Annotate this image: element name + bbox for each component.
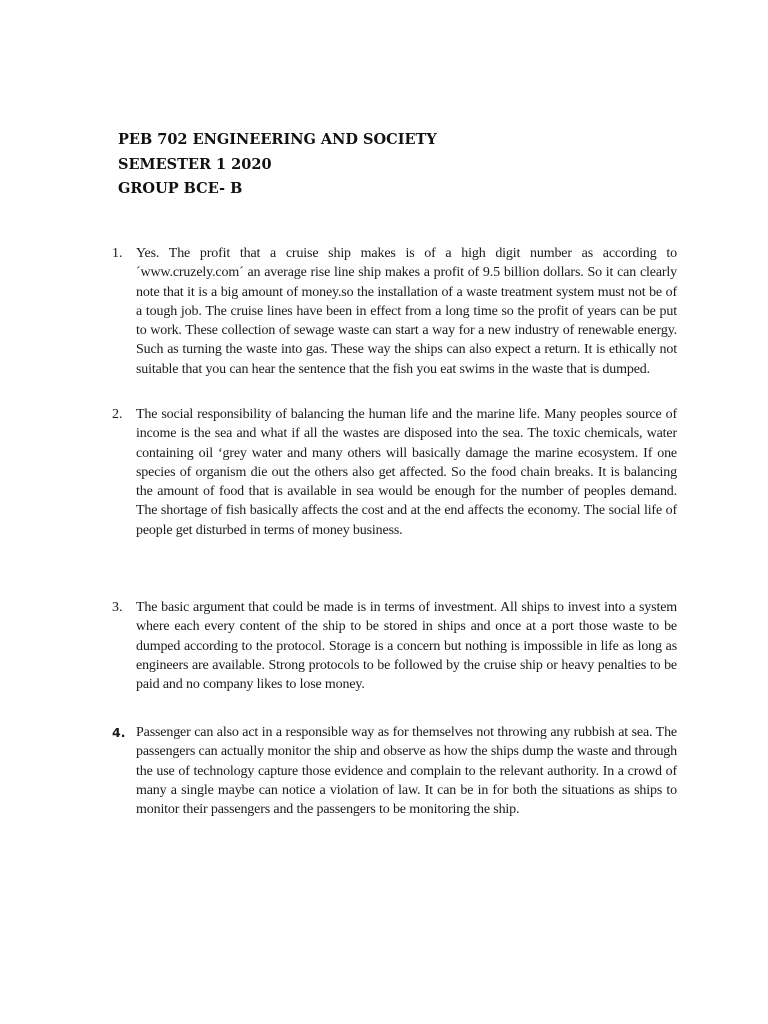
item-number: 3. [112,600,123,615]
item-text: Yes. The profit that a cruise ship makes is of a high digit number as according to ´www.cruzely.com´ an average rise line ship makes a profit of 9.5 billion dollars. So it can clearly note that it is a big amount of money.so the installation of a waste treatment system must not be of a tough job. The cruise lines have been in effect from a long time so the profit of years can be put to work. These collection of sewage waste can start a way for a new industry of renewable energy. Such as turning the waste into gas. These way the ships can also expect a return. It is ethically not suitable that you can hear the sentence that the fish you eat swims in the waste that is dumped. [136,246,677,377]
answer-item-3 [112,598,677,694]
item-number: 2. [112,407,123,422]
item-number: 1. [112,246,123,261]
answer-item-4 [112,723,677,819]
document-header [118,128,437,202]
item-text: The basic argument that could be made is in terms of investment. All ships to invest into a system where each every content of the ship to be stored in ships and once at a port those waste to be dumped according to the protocol. Storage is a concern but nothing is impossible in life as long as engineers are available. Strong protocols to be followed by the cruise ship or heavy penalties to be paid and no company likes to lose money. [136,600,677,693]
answer-item-1 [112,244,677,379]
semester-label: SEMESTER 1 2020 [118,155,272,173]
item-number: 4. [112,725,126,740]
item-text: The social responsibility of balancing the human life and the marine life. Many peoples source of income is the sea and what if all the wastes are disposed into the sea. The toxic chemicals, water containing oil ‘grey water and many others will basically damage the marine ecosystem. If one species of organism die out the others also get affected. So the food chain breaks. It is balancing the amount of food that is available in sea would be enough for the number of peoples demand. The shortage of fish basically affects the cost and at the end affects the economy. The social life of people get disturbed in terms of money business. [136,407,677,538]
group-label: GROUP BCE- B [118,180,243,197]
answer-item-2 [112,405,677,540]
course-title: PEB 702 ENGINEERING AND SOCIETY [118,131,437,148]
item-text: Passenger can also act in a responsible way as for themselves not throwing any rubbish at sea. The passengers can actually monitor the ship and observe as how the ships dump the waste and through the use of technology capture those evidence and complain to the relevant authority. In a crowd of many a single maybe can notice a violation of law. It can be in for both the situations as ships to monitor their passengers and the passengers to be monitoring the ship. [136,725,677,818]
